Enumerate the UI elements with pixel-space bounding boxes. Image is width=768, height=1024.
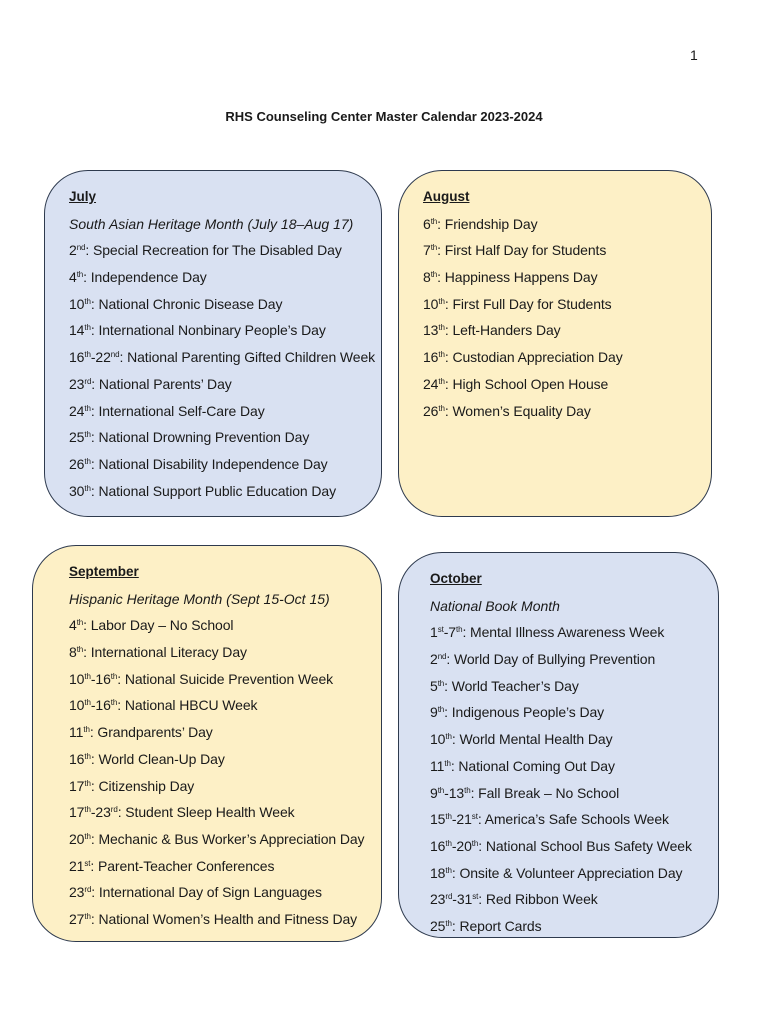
date-suffix: st: [471, 812, 478, 822]
event-item: [69, 778, 381, 794]
date-suffix: th: [444, 758, 451, 768]
event-item: [423, 322, 711, 338]
event-item: [69, 911, 381, 927]
event-item: [69, 617, 381, 633]
date-number: 11: [430, 757, 445, 774]
event-list: [430, 624, 718, 934]
event-item: [69, 858, 381, 874]
date-number: 13: [423, 322, 439, 339]
event-item: [430, 785, 718, 801]
date-range-separator: -: [443, 624, 449, 641]
event-name: : Friendship Day: [437, 215, 538, 232]
event-name: : World Day of Bullying Prevention: [446, 651, 656, 668]
event-item: [69, 269, 381, 285]
event-item: [69, 296, 381, 312]
date-number: 16: [430, 837, 446, 854]
month-box-august: [398, 170, 712, 517]
event-name: : America’s Safe Schools Week: [477, 811, 669, 828]
event-item: [430, 838, 718, 854]
month-observance: Hispanic Heritage Month (Sept 15-Oct 15): [69, 590, 330, 607]
date-range-separator: -: [90, 697, 96, 714]
date-suffix: th: [438, 323, 445, 333]
date-suffix: nd: [76, 243, 86, 253]
date-range-separator: -: [451, 811, 457, 828]
date-suffix: th: [445, 865, 452, 875]
event-item: [69, 724, 381, 740]
date-number: 8: [423, 269, 431, 286]
event-item: [430, 678, 718, 694]
event-name: : Red Ribbon Week: [478, 891, 598, 908]
date-number: 10: [423, 295, 439, 312]
date-suffix: th: [455, 625, 463, 635]
month-box-september: [32, 545, 382, 942]
date-number: 24: [69, 402, 85, 419]
date-suffix: rd: [84, 376, 92, 386]
date-number: 16: [95, 670, 111, 687]
event-item: [69, 671, 381, 687]
event-name: : National Women’s Health and Fitness Day: [90, 910, 358, 927]
date-number: 6: [423, 215, 431, 232]
date-suffix: st: [437, 625, 444, 635]
event-name: : World Mental Health Day: [451, 731, 613, 748]
event-name: : First Full Day for Students: [444, 295, 612, 312]
date-suffix: th: [437, 678, 445, 688]
month-observance: National Book Month: [430, 597, 560, 614]
event-name: : Special Recreation for The Disabled Day: [85, 242, 342, 259]
date-number: 22: [95, 349, 111, 366]
month-observance: South Asian Heritage Month (July 18–Aug 17): [69, 215, 354, 232]
event-name: : National Drowning Prevention Day: [90, 429, 310, 446]
date-suffix: th: [84, 483, 91, 493]
date-suffix: rd: [110, 805, 118, 815]
date-number: 16: [69, 750, 85, 767]
date-suffix: th: [430, 270, 438, 280]
date-number: 1: [430, 624, 438, 641]
event-item: [430, 891, 718, 907]
date-number: 26: [69, 455, 85, 472]
date-suffix: th: [464, 785, 471, 795]
date-number: 23: [95, 804, 111, 821]
date-suffix: st: [84, 858, 91, 868]
date-number: 4: [69, 617, 77, 634]
date-suffix: th: [445, 732, 452, 742]
event-name: : Indigenous People’s Day: [444, 704, 605, 721]
date-suffix: th: [445, 812, 452, 822]
event-name: : National Disability Independence Day: [90, 455, 328, 472]
event-item: [430, 918, 718, 934]
date-number: 23: [69, 375, 85, 392]
date-number: 7: [448, 624, 456, 641]
event-item: [69, 831, 381, 847]
date-suffix: th: [445, 918, 452, 928]
date-number: 10: [430, 731, 446, 748]
event-name: : First Half Day for Students: [437, 242, 607, 259]
date-number: 31: [456, 891, 473, 908]
event-name: : Report Cards: [451, 917, 542, 934]
event-item: [430, 731, 718, 747]
date-number: 11: [69, 724, 84, 741]
event-name: : National School Bus Safety Week: [478, 837, 692, 854]
date-range-separator: -: [444, 784, 449, 801]
date-suffix: th: [84, 911, 91, 921]
month-heading: October: [430, 571, 482, 586]
event-name: : National Parents’ Day: [91, 375, 232, 392]
date-number: 24: [423, 375, 439, 392]
date-suffix: nd: [110, 350, 120, 360]
event-item: [423, 269, 711, 285]
event-item: [69, 322, 381, 338]
date-suffix: th: [84, 751, 91, 761]
event-name: : International Literacy Day: [83, 644, 247, 661]
date-suffix: th: [84, 350, 91, 360]
event-item: [69, 429, 381, 445]
date-suffix: th: [76, 645, 84, 655]
event-name: : High School Open House: [444, 375, 609, 392]
date-number: 16: [69, 349, 85, 366]
date-suffix: th: [84, 778, 91, 788]
event-item: [423, 349, 711, 365]
date-number: 16: [95, 697, 111, 714]
date-suffix: th: [84, 831, 91, 841]
event-name: : Onsite & Volunteer Appreciation Day: [451, 864, 683, 881]
date-number: 20: [69, 830, 85, 847]
event-item: [69, 644, 381, 660]
month-heading: July: [69, 189, 97, 204]
date-number: 2: [69, 242, 77, 259]
date-suffix: th: [76, 270, 84, 280]
date-suffix: th: [445, 838, 452, 848]
event-name: : National Suicide Prevention Week: [117, 670, 334, 687]
date-suffix: th: [84, 671, 91, 681]
event-item: [69, 697, 381, 713]
event-name: : Independence Day: [83, 269, 207, 286]
event-list: [69, 242, 381, 498]
event-item: [423, 296, 711, 312]
event-item: [430, 651, 718, 667]
event-list: [69, 617, 381, 927]
event-item: [69, 751, 381, 767]
event-name: : Women’s Equality Day: [444, 402, 591, 419]
event-name: : International Nonbinary People’s Day: [90, 322, 326, 339]
date-number: 4: [69, 269, 77, 286]
event-item: [423, 216, 711, 232]
event-name: : National Support Public Education Day: [90, 482, 336, 499]
date-suffix: th: [84, 456, 91, 466]
date-range-separator: -: [90, 670, 96, 687]
event-name: : World Clean-Up Day: [90, 750, 225, 767]
event-item: [423, 376, 711, 392]
date-number: 2: [430, 651, 438, 668]
date-suffix: rd: [445, 892, 453, 902]
date-number: 23: [69, 884, 85, 901]
date-number: 30: [69, 482, 85, 499]
date-suffix: th: [430, 216, 438, 226]
date-suffix: th: [438, 376, 445, 386]
date-suffix: th: [84, 805, 91, 815]
event-name: : International Day of Sign Languages: [91, 884, 322, 901]
date-suffix: th: [438, 403, 445, 413]
date-number: 9: [430, 784, 438, 801]
date-number: 20: [456, 837, 472, 854]
date-range-separator: -: [90, 349, 96, 366]
event-name: : Grandparents’ Day: [89, 724, 213, 741]
event-item: [69, 349, 381, 365]
event-item: [430, 758, 718, 774]
date-suffix: th: [110, 671, 118, 681]
date-number: 10: [69, 697, 85, 714]
month-box-july: [44, 170, 382, 517]
event-name: : Labor Day – No School: [83, 617, 234, 634]
month-heading: August: [423, 189, 470, 204]
date-suffix: th: [84, 403, 91, 413]
date-range-separator: -: [452, 891, 457, 908]
event-name: : Mechanic & Bus Worker’s Appreciation Day: [90, 830, 365, 847]
date-number: 25: [430, 917, 446, 934]
event-item: [69, 884, 381, 900]
document-title: RHS Counseling Center Master Calendar 2023-2024: [225, 109, 543, 124]
date-number: 17: [69, 804, 85, 821]
date-number: 15: [430, 811, 446, 828]
page-number: 1: [690, 47, 698, 63]
event-name: : Parent-Teacher Conferences: [90, 857, 275, 874]
date-number: 13: [448, 784, 465, 801]
event-name: : National Chronic Disease Day: [90, 295, 283, 312]
month-heading: September: [69, 564, 139, 579]
date-number: 5: [430, 677, 438, 694]
date-number: 7: [423, 242, 431, 259]
date-number: 10: [69, 295, 85, 312]
event-name: : Fall Break – No School: [470, 784, 620, 801]
event-item: [430, 704, 718, 720]
date-number: 25: [69, 429, 85, 446]
event-name: : National Parenting Gifted Children Week: [119, 349, 376, 366]
date-number: 23: [430, 891, 446, 908]
event-item: [430, 865, 718, 881]
date-suffix: th: [437, 785, 445, 795]
date-suffix: th: [84, 323, 91, 333]
date-suffix: th: [438, 296, 445, 306]
event-item: [430, 811, 718, 827]
date-suffix: th: [471, 838, 479, 848]
date-suffix: th: [83, 725, 90, 735]
date-number: 17: [69, 777, 85, 794]
date-suffix: th: [430, 243, 438, 253]
date-number: 18: [430, 864, 446, 881]
event-name: : National Coming Out Day: [450, 757, 615, 774]
event-name: : Custodian Appreciation Day: [444, 349, 623, 366]
event-name: : World Teacher’s Day: [444, 677, 579, 694]
date-suffix: th: [110, 698, 118, 708]
date-suffix: th: [76, 618, 84, 628]
event-item: [69, 376, 381, 392]
date-suffix: th: [437, 705, 445, 715]
date-number: 21: [69, 857, 85, 874]
event-item: [69, 242, 381, 258]
event-item: [69, 456, 381, 472]
event-item: [423, 403, 711, 419]
event-name: : International Self-Care Day: [90, 402, 265, 419]
event-item: [430, 624, 718, 640]
date-suffix: th: [84, 296, 91, 306]
event-name: : Citizenship Day: [90, 777, 195, 794]
event-name: : Student Sleep Health Week: [117, 804, 295, 821]
date-suffix: th: [84, 698, 91, 708]
date-number: 26: [423, 402, 439, 419]
date-number: 9: [430, 704, 438, 721]
date-number: 14: [69, 322, 85, 339]
date-range-separator: -: [90, 804, 96, 821]
date-number: 21: [456, 811, 472, 828]
date-number: 16: [423, 349, 439, 366]
date-range-separator: -: [451, 837, 457, 854]
event-item: [69, 403, 381, 419]
event-list: [423, 216, 711, 419]
date-number: 27: [69, 910, 85, 927]
event-item: [69, 483, 381, 499]
date-suffix: st: [472, 892, 479, 902]
date-suffix: rd: [84, 885, 92, 895]
date-suffix: th: [438, 350, 445, 360]
month-box-october: [398, 552, 719, 938]
date-number: 8: [69, 644, 77, 661]
event-name: : National HBCU Week: [117, 697, 258, 714]
event-item: [69, 804, 381, 820]
event-name: : Mental Illness Awareness Week: [462, 624, 665, 641]
date-number: 10: [69, 670, 85, 687]
date-suffix: nd: [437, 652, 447, 662]
event-name: : Left-Handers Day: [444, 322, 561, 339]
event-name: : Happiness Happens Day: [437, 269, 598, 286]
event-item: [423, 242, 711, 258]
date-suffix: th: [84, 430, 91, 440]
